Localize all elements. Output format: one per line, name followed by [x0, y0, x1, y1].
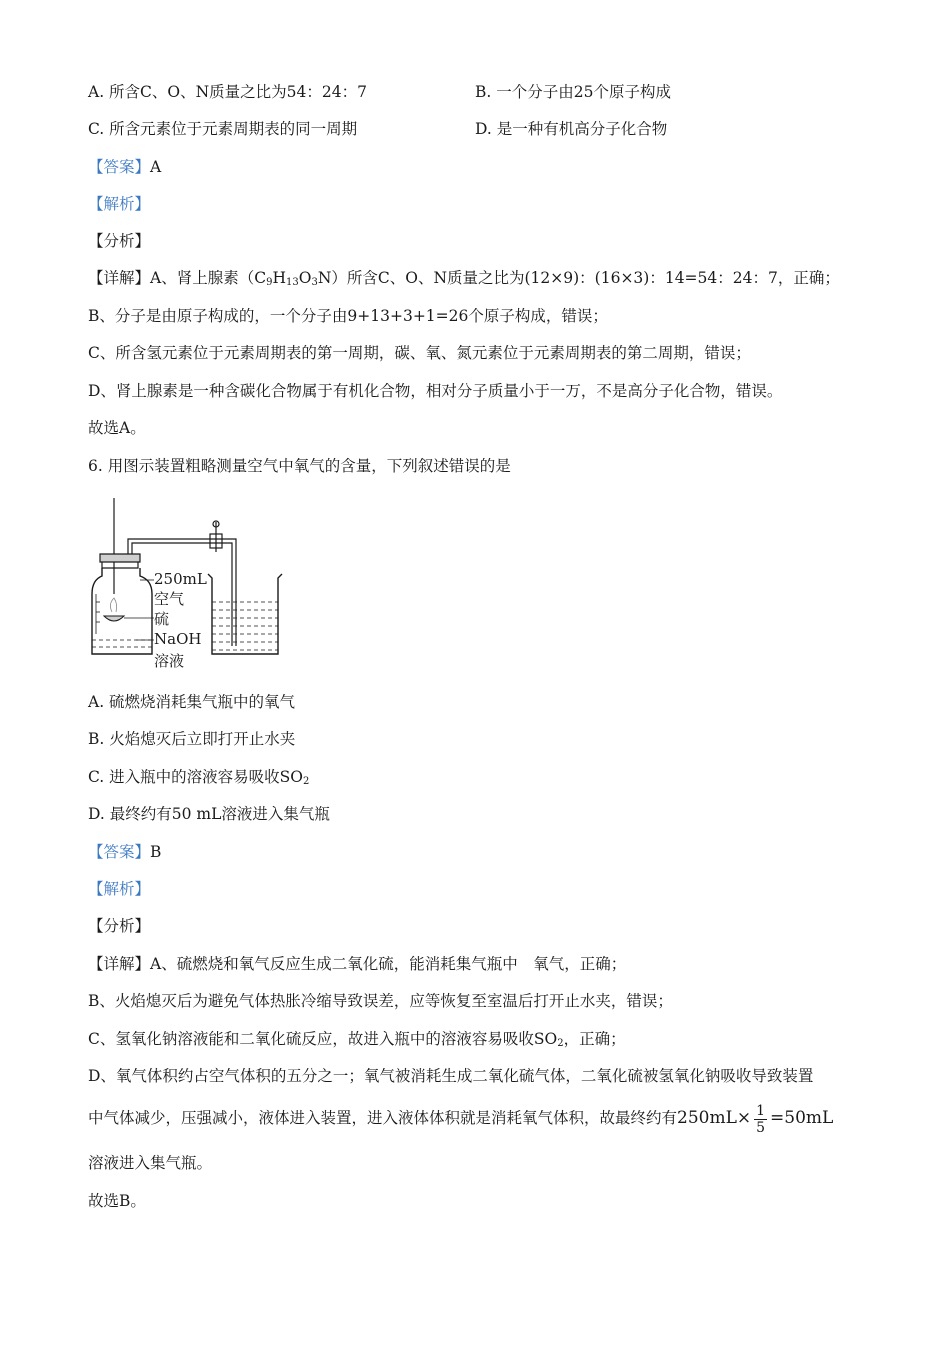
q5-detail-2: B、分子是由原子构成的，一个分子由9+13+3+1=26个原子构成，错误；: [88, 307, 608, 325]
fraction: [754, 1103, 767, 1136]
label-solution: 溶液: [154, 652, 185, 670]
answer-tag: 【答案】: [88, 158, 151, 176]
subscript: 2: [557, 1038, 564, 1049]
gas-bottle: [92, 568, 152, 654]
label-sulfur: 硫: [154, 610, 170, 628]
subscript: 2: [303, 776, 310, 787]
q5-detail-3: C、所含氢元素位于元素周期表的第一周期，碳、氧、氮元素位于元素周期表的第二周期，错误；: [88, 344, 751, 362]
detail-text: H: [272, 269, 286, 287]
label-volume: 250mL: [154, 570, 207, 588]
q6-answer: [88, 842, 161, 862]
label-air: 空气: [154, 590, 185, 608]
fraction-denominator: 5: [756, 1119, 766, 1136]
fraction-numerator: 1: [756, 1102, 766, 1119]
q6-stem: 6. 用图示装置粗略测量空气中氧气的含量，下列叙述错误的是: [88, 457, 511, 475]
expression: 250mL×: [677, 1108, 752, 1128]
detail-text: A、硫燃烧和氧气反应生成二氧化硫，能消耗集气瓶中 氧气，正确；: [150, 955, 627, 973]
stopper: [100, 554, 140, 562]
apparatus-diagram: [88, 494, 288, 674]
q6-option-c: [88, 767, 309, 792]
q6-detail-4: D、氧气体积约占空气体积的五分之一；氧气被消耗生成二氧化硫气体，二氧化硫被氢氧化钠吸收导致装置: [88, 1067, 814, 1085]
detail-text: N）所含C、O、N质量之比为(12×9)：(16×3)：14=54：24：7，正确；: [317, 269, 840, 287]
option-text: C. 进入瓶中的溶液容易吸收SO: [88, 768, 303, 786]
q5-jiexi-tag: 【解析】: [88, 195, 151, 213]
q5-option-b: B. 一个分子由25个原子构成: [475, 83, 671, 101]
detail-text: 中气体减少，压强减小，液体进入装置，进入液体体积就是消耗氧气体积，故最终约有: [88, 1109, 678, 1127]
answer-value: B: [150, 843, 162, 861]
detail-tag: 【详解】: [88, 269, 151, 287]
detail-text: A、肾上腺素（C: [150, 269, 267, 287]
q6-conclusion: 故选B。: [88, 1192, 146, 1210]
q6-fenxi: 【分析】: [88, 917, 151, 935]
expression: =50mL: [770, 1108, 834, 1128]
answer-value: A: [150, 158, 162, 176]
subscript: 9: [266, 277, 273, 288]
q6-option-a: A. 硫燃烧消耗集气瓶中的氧气: [88, 693, 296, 711]
q6-detail-6: 溶液进入集气瓶。: [88, 1154, 213, 1172]
q5-answer: [88, 157, 161, 177]
subscript: 3: [311, 277, 318, 288]
q5-option-d: D. 是一种有机高分子化合物: [475, 120, 668, 138]
q5-conclusion: 故选A。: [88, 419, 146, 437]
q6-jiexi-tag: 【解析】: [88, 880, 151, 898]
combustion-spoon: [104, 616, 124, 621]
q6-detail-2: B、火焰熄灭后为避免气体热胀冷缩导致误差，应等恢复至室温后打开止水夹，错误；: [88, 992, 673, 1010]
answer-tag: 【答案】: [88, 843, 151, 861]
q5-detail-1: [88, 268, 840, 293]
q5-detail-4: D、肾上腺素是一种含碳化合物属于有机化合物，相对分子质量小于一万，不是高分子化合物，错误。: [88, 382, 783, 400]
q6-option-b: B. 火焰熄灭后立即打开止水夹: [88, 730, 296, 748]
q6-detail-3: [88, 1029, 626, 1054]
label-naoh: NaOH: [154, 630, 202, 648]
detail-text: O: [298, 269, 312, 287]
q5-fenxi: 【分析】: [88, 232, 151, 250]
q6-detail-1: [88, 954, 626, 974]
q6-detail-5: [88, 1100, 833, 1136]
q6-option-d: D. 最终约有50 mL溶液进入集气瓶: [88, 805, 330, 823]
detail-text: C、氢氧化钠溶液能和二氧化硫反应，故进入瓶中的溶液容易吸收SO: [88, 1030, 558, 1048]
subscript: 13: [285, 277, 299, 288]
beaker-liquid: [212, 602, 278, 650]
detail-tag: 【详解】: [88, 955, 151, 973]
detail-text: ，正确；: [563, 1030, 626, 1048]
q5-option-a: A. 所含C、O、N质量之比为54：24：7: [88, 83, 367, 101]
flame: [110, 598, 116, 612]
q5-option-c: C. 所含元素位于元素周期表的同一周期: [88, 120, 358, 138]
